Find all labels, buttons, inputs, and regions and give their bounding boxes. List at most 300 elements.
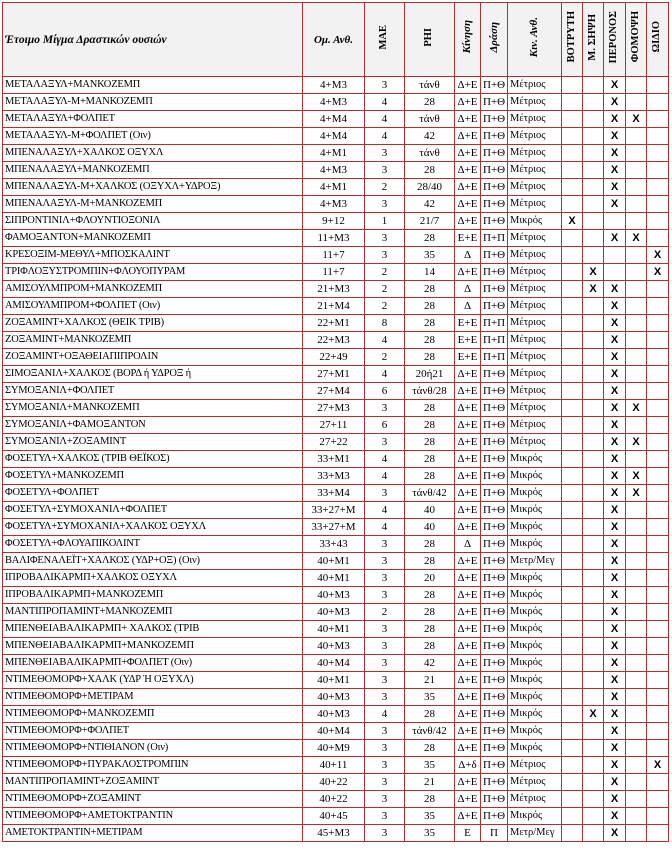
powdery-mildew-mark xyxy=(647,570,669,587)
risk-cell: Μέτριος xyxy=(508,434,562,451)
mixture-cell: ΣΥΜΟΞΑΝΙΛ+ΖΟΞΑΜΙΝΤ xyxy=(3,434,303,451)
action-cell: Π+Θ xyxy=(481,655,508,672)
movement-cell: Δ xyxy=(455,298,481,315)
risk-cell: Μέτριος xyxy=(508,417,562,434)
risk-cell: Μέτριος xyxy=(508,94,562,111)
action-cell: Π+Θ xyxy=(481,621,508,638)
botrytis-mark xyxy=(562,179,583,196)
sour-rot-mark: X xyxy=(583,264,604,281)
downy-mildew-mark: X xyxy=(604,77,626,94)
movement-cell: Δ+Ε xyxy=(455,196,481,213)
phi-cell: 28 xyxy=(405,451,455,468)
botrytis-mark xyxy=(562,332,583,349)
max-applications-cell: 3 xyxy=(365,621,405,638)
phomopsis-mark xyxy=(626,740,647,757)
risk-cell: Μικρός xyxy=(508,213,562,230)
max-applications-cell: 4 xyxy=(365,366,405,383)
sour-rot-mark xyxy=(583,757,604,774)
risk-cell: Μέτριος xyxy=(508,179,562,196)
risk-cell: Μικρός xyxy=(508,468,562,485)
resistance-group-cell: 22+M1 xyxy=(303,315,365,332)
movement-cell: Δ+Ε xyxy=(455,723,481,740)
header-action: Δράση xyxy=(481,3,508,77)
mixture-cell: ΣΙΠΡΟΝΤΙΝΙΛ+ΦΛΟΥΝΤΙΟΞΟΝΙΛ xyxy=(3,213,303,230)
resistance-group-cell: 40+M3 xyxy=(303,706,365,723)
powdery-mildew-mark xyxy=(647,740,669,757)
action-cell: Π+Θ xyxy=(481,689,508,706)
phomopsis-mark: X xyxy=(626,400,647,417)
phomopsis-mark xyxy=(626,587,647,604)
resistance-group-cell: 40+M1 xyxy=(303,621,365,638)
action-cell: Π+Θ xyxy=(481,128,508,145)
movement-cell: Δ+Ε xyxy=(455,434,481,451)
max-applications-cell: 2 xyxy=(365,604,405,621)
resistance-group-cell: 40+M1 xyxy=(303,553,365,570)
phomopsis-mark xyxy=(626,332,647,349)
max-applications-cell: 6 xyxy=(365,417,405,434)
botrytis-mark xyxy=(562,128,583,145)
max-applications-cell: 2 xyxy=(365,264,405,281)
phomopsis-mark xyxy=(626,502,647,519)
phi-cell: 40 xyxy=(405,519,455,536)
header-botrytis: ΒΟΤΡΥΤΗ xyxy=(562,3,583,77)
downy-mildew-mark: X xyxy=(604,723,626,740)
max-applications-cell: 4 xyxy=(365,94,405,111)
action-cell: Π+Θ xyxy=(481,417,508,434)
mixture-cell: ΦΟΣΕΤΥΛ+ΦΟΛΠΕΤ xyxy=(3,485,303,502)
risk-cell: Μέτριος xyxy=(508,332,562,349)
phi-cell: 28 xyxy=(405,587,455,604)
action-cell: Π+Θ xyxy=(481,400,508,417)
downy-mildew-mark: X xyxy=(604,621,626,638)
downy-mildew-mark: X xyxy=(604,519,626,536)
table-row xyxy=(3,264,669,281)
resistance-group-cell: 40+M3 xyxy=(303,638,365,655)
header-phi: PHI xyxy=(405,3,455,77)
botrytis-mark xyxy=(562,196,583,213)
risk-cell: Μικρός xyxy=(508,621,562,638)
max-applications-cell: 3 xyxy=(365,145,405,162)
sour-rot-mark xyxy=(583,621,604,638)
mixture-cell: ΜΕΤΑΛΑΞΥΛ+ΜΑΝΚΟΖΕΜΠ xyxy=(3,77,303,94)
resistance-group-cell: 4+M4 xyxy=(303,128,365,145)
risk-cell: Μέτριος xyxy=(508,383,562,400)
botrytis-mark xyxy=(562,706,583,723)
downy-mildew-mark: X xyxy=(604,808,626,825)
mixture-cell: ΜΠΕΝΑΛΑΞΥΛ+ΧΑΛΚΟΣ ΟΞΥΧΛ xyxy=(3,145,303,162)
botrytis-mark xyxy=(562,519,583,536)
risk-cell: Μικρός xyxy=(508,740,562,757)
resistance-group-cell: 4+M3 xyxy=(303,162,365,179)
mixture-cell: ΜΑΝΤΙΠΡΟΠΑΜΙΝΤ+ΖΟΞΑΜΙΝΤ xyxy=(3,774,303,791)
phomopsis-mark xyxy=(626,417,647,434)
action-cell: Π+Θ xyxy=(481,264,508,281)
mixture-cell: ΝΤΙΜΕΘΟΜΟΡΦ+ΧΑΛΚ (ΥΔΡ Ή ΟΞΥΧΛ) xyxy=(3,672,303,689)
movement-cell: Δ+Ε xyxy=(455,77,481,94)
risk-cell: Μέτριος xyxy=(508,111,562,128)
resistance-group-cell: 33+M1 xyxy=(303,451,365,468)
sour-rot-mark xyxy=(583,196,604,213)
action-cell: Π+Θ xyxy=(481,672,508,689)
sour-rot-mark xyxy=(583,332,604,349)
action-cell: Π+Θ xyxy=(481,383,508,400)
table-row xyxy=(3,417,669,434)
mixture-cell: ΝΤΙΜΕΘΟΜΟΡΦ+ΖΟΞΑΜΙΝΤ xyxy=(3,791,303,808)
sour-rot-mark xyxy=(583,808,604,825)
downy-mildew-mark: X xyxy=(604,332,626,349)
header-powdery-mildew: ΩΙΔΙΟ xyxy=(647,3,669,77)
sour-rot-mark xyxy=(583,740,604,757)
sour-rot-mark xyxy=(583,315,604,332)
table-row xyxy=(3,213,669,230)
risk-cell: Μετρ/Μεγ xyxy=(508,553,562,570)
botrytis-mark xyxy=(562,825,583,842)
resistance-group-cell: 40+45 xyxy=(303,808,365,825)
action-cell: Π+Θ xyxy=(481,111,508,128)
downy-mildew-mark: X xyxy=(604,672,626,689)
mixture-cell: ΖΟΞΑΜΙΝΤ+ΜΑΝΚΟΖΕΜΠ xyxy=(3,332,303,349)
phomopsis-mark xyxy=(626,264,647,281)
sour-rot-mark xyxy=(583,655,604,672)
sour-rot-mark xyxy=(583,451,604,468)
table-row xyxy=(3,196,669,213)
risk-cell: Μικρός xyxy=(508,638,562,655)
powdery-mildew-mark xyxy=(647,451,669,468)
action-cell: Π+Θ xyxy=(481,808,508,825)
movement-cell: Δ xyxy=(455,247,481,264)
botrytis-mark xyxy=(562,111,583,128)
table-row xyxy=(3,315,669,332)
resistance-group-cell: 4+M1 xyxy=(303,179,365,196)
max-applications-cell: 3 xyxy=(365,536,405,553)
powdery-mildew-mark xyxy=(647,162,669,179)
mixture-cell: ΝΤΙΜΕΘΟΜΟΡΦ+ΝΤΙΘΙΑΝΟΝ (Οιν) xyxy=(3,740,303,757)
table-row xyxy=(3,383,669,400)
downy-mildew-mark: X xyxy=(604,774,626,791)
phi-cell: τάνθ xyxy=(405,111,455,128)
risk-cell: Μικρός xyxy=(508,723,562,740)
movement-cell: Δ+Ε xyxy=(455,417,481,434)
phi-cell: 28 xyxy=(405,281,455,298)
sour-rot-mark xyxy=(583,434,604,451)
powdery-mildew-mark xyxy=(647,145,669,162)
phomopsis-mark xyxy=(626,638,647,655)
movement-cell: Δ+Ε xyxy=(455,145,481,162)
header-sour-rot: Μ. ΣΗΨΗ xyxy=(583,3,604,77)
powdery-mildew-mark xyxy=(647,485,669,502)
phi-cell: 42 xyxy=(405,196,455,213)
sour-rot-mark xyxy=(583,162,604,179)
downy-mildew-mark xyxy=(604,264,626,281)
phi-cell: 21 xyxy=(405,672,455,689)
movement-cell: Δ+Ε xyxy=(455,264,481,281)
table-row xyxy=(3,128,669,145)
phomopsis-mark xyxy=(626,604,647,621)
resistance-group-cell: 33+M3 xyxy=(303,468,365,485)
mixture-cell: ΣΙΜΟΞΑΝΙΛ+ΧΑΛΚΟΣ (ΒΟΡΔ ή ΥΔΡΟΞ ή xyxy=(3,366,303,383)
sour-rot-mark xyxy=(583,536,604,553)
movement-cell: Δ+Ε xyxy=(455,519,481,536)
resistance-group-cell: 4+M3 xyxy=(303,77,365,94)
phomopsis-mark xyxy=(626,383,647,400)
max-applications-cell: 2 xyxy=(365,179,405,196)
sour-rot-mark xyxy=(583,570,604,587)
phomopsis-mark xyxy=(626,315,647,332)
mixture-cell: ΖΟΞΑΜΙΝΤ+ΟΞΑΘΕΙΑΠΙΠΡΟΛΙΝ xyxy=(3,349,303,366)
sour-rot-mark xyxy=(583,230,604,247)
header-phomopsis: ΦΟΜΟΨΗ xyxy=(626,3,647,77)
botrytis-mark xyxy=(562,553,583,570)
table-row xyxy=(3,706,669,723)
resistance-group-cell: 4+M3 xyxy=(303,196,365,213)
resistance-group-cell: 40+M3 xyxy=(303,604,365,621)
botrytis-mark xyxy=(562,757,583,774)
table-row xyxy=(3,111,669,128)
powdery-mildew-mark xyxy=(647,723,669,740)
max-applications-cell: 3 xyxy=(365,723,405,740)
powdery-mildew-mark xyxy=(647,298,669,315)
resistance-group-cell: 40+22 xyxy=(303,791,365,808)
botrytis-mark xyxy=(562,621,583,638)
action-cell: Π+Θ xyxy=(481,179,508,196)
table-row xyxy=(3,553,669,570)
action-cell: Π+Θ xyxy=(481,94,508,111)
resistance-group-cell: 45+M3 xyxy=(303,825,365,842)
phomopsis-mark xyxy=(626,196,647,213)
risk-cell: Μικρός xyxy=(508,655,562,672)
table-row xyxy=(3,672,669,689)
action-cell: Π+Θ xyxy=(481,570,508,587)
powdery-mildew-mark xyxy=(647,332,669,349)
header-downy-mildew: ΠΕΡΟΝΟΣ xyxy=(604,3,626,77)
botrytis-mark xyxy=(562,808,583,825)
phomopsis-mark xyxy=(626,94,647,111)
action-cell: Π+Θ xyxy=(481,638,508,655)
max-applications-cell: 4 xyxy=(365,468,405,485)
table-row xyxy=(3,247,669,264)
mixture-cell: ΑΜΕΤΟΚΤΡΑΝΤΙΝ+ΜΕΤΙΡΑΜ xyxy=(3,825,303,842)
powdery-mildew-mark xyxy=(647,553,669,570)
resistance-group-cell: 4+M1 xyxy=(303,145,365,162)
downy-mildew-mark: X xyxy=(604,162,626,179)
resistance-group-cell: 33+27+M xyxy=(303,519,365,536)
table-row xyxy=(3,366,669,383)
phomopsis-mark xyxy=(626,706,647,723)
sour-rot-mark xyxy=(583,111,604,128)
powdery-mildew-mark xyxy=(647,825,669,842)
mixture-cell: ΜΠΕΝΘΕΙΑΒΑΛΙΚΑΡΜΠ+ ΧΑΛΚΟΣ (ΤΡΙΒ xyxy=(3,621,303,638)
powdery-mildew-mark xyxy=(647,468,669,485)
downy-mildew-mark: X xyxy=(604,825,626,842)
action-cell: Π+Θ xyxy=(481,604,508,621)
downy-mildew-mark: X xyxy=(604,604,626,621)
max-applications-cell: 4 xyxy=(365,451,405,468)
phomopsis-mark: X xyxy=(626,230,647,247)
max-applications-cell: 3 xyxy=(365,196,405,213)
downy-mildew-mark: X xyxy=(604,281,626,298)
powdery-mildew-mark xyxy=(647,502,669,519)
action-cell: Π+Θ xyxy=(481,502,508,519)
mixture-cell: ΜΠΕΝΑΛΑΞΥΛ-Μ+ΜΑΝΚΟΖΕΜΠ xyxy=(3,196,303,213)
max-applications-cell: 3 xyxy=(365,689,405,706)
phi-cell: 35 xyxy=(405,808,455,825)
resistance-group-cell: 33+27+M xyxy=(303,502,365,519)
header-movement: Κίνηση xyxy=(455,3,481,77)
mixture-cell: ΦΟΣΕΤΥΛ+ΣΥΜΟΧΑΝΙΛ+ΦΟΛΠΕΤ xyxy=(3,502,303,519)
action-cell: Π xyxy=(481,825,508,842)
mixture-cell: ΣΥΜΟΞΑΝΙΛ+ΦΑΜΟΞΑΝΤΟΝ xyxy=(3,417,303,434)
sour-rot-mark xyxy=(583,468,604,485)
mixture-cell: ΝΤΙΜΕΘΟΜΟΡΦ+ΜΑΝΚΟΖΕΜΠ xyxy=(3,706,303,723)
phomopsis-mark xyxy=(626,791,647,808)
downy-mildew-mark: X xyxy=(604,434,626,451)
resistance-group-cell: 40+11 xyxy=(303,757,365,774)
phi-cell: 28 xyxy=(405,706,455,723)
downy-mildew-mark: X xyxy=(604,366,626,383)
sour-rot-mark xyxy=(583,723,604,740)
sour-rot-mark xyxy=(583,638,604,655)
action-cell: Π+Θ xyxy=(481,366,508,383)
header-risk: Κιν. Ανθ. xyxy=(508,3,562,77)
powdery-mildew-mark xyxy=(647,366,669,383)
risk-cell: Μέτριος xyxy=(508,366,562,383)
sour-rot-mark xyxy=(583,519,604,536)
table-row xyxy=(3,77,669,94)
action-cell: Π+Π xyxy=(481,315,508,332)
table-row xyxy=(3,298,669,315)
downy-mildew-mark: X xyxy=(604,553,626,570)
resistance-group-cell: 4+M4 xyxy=(303,111,365,128)
phi-cell: 21/7 xyxy=(405,213,455,230)
movement-cell: Δ+Ε xyxy=(455,553,481,570)
mixture-cell: ΜΕΤΑΛΑΞΥΛ-Μ+ΦΟΛΠΕΤ (Οιν) xyxy=(3,128,303,145)
powdery-mildew-mark xyxy=(647,706,669,723)
risk-cell: Μέτριος xyxy=(508,349,562,366)
powdery-mildew-mark xyxy=(647,672,669,689)
movement-cell: Δ+Ε xyxy=(455,400,481,417)
sour-rot-mark xyxy=(583,672,604,689)
resistance-group-cell: 40+22 xyxy=(303,774,365,791)
mixture-cell: ΝΤΙΜΕΘΟΜΟΡΦ+ΜΕΤΙΡΑΜ xyxy=(3,689,303,706)
botrytis-mark xyxy=(562,230,583,247)
powdery-mildew-mark xyxy=(647,77,669,94)
risk-cell: Μικρός xyxy=(508,672,562,689)
resistance-group-cell: 11+M3 xyxy=(303,230,365,247)
max-applications-cell: 3 xyxy=(365,247,405,264)
downy-mildew-mark: X xyxy=(604,400,626,417)
risk-cell: Μέτριος xyxy=(508,77,562,94)
sour-rot-mark xyxy=(583,417,604,434)
phomopsis-mark xyxy=(626,145,647,162)
powdery-mildew-mark xyxy=(647,349,669,366)
sour-rot-mark xyxy=(583,145,604,162)
risk-cell: Μικρός xyxy=(508,570,562,587)
phomopsis-mark xyxy=(626,774,647,791)
resistance-group-cell: 27+11 xyxy=(303,417,365,434)
risk-cell: Μικρός xyxy=(508,689,562,706)
phi-cell: 28 xyxy=(405,298,455,315)
table-row xyxy=(3,434,669,451)
phomopsis-mark xyxy=(626,213,647,230)
risk-cell: Μικρός xyxy=(508,451,562,468)
action-cell: Π+Θ xyxy=(481,757,508,774)
header-resistance-group: Ομ. Ανθ. xyxy=(303,3,365,77)
table-row xyxy=(3,94,669,111)
phi-cell: 42 xyxy=(405,655,455,672)
action-cell: Π+Θ xyxy=(481,145,508,162)
phi-cell: 28 xyxy=(405,230,455,247)
movement-cell: Δ+Ε xyxy=(455,162,481,179)
action-cell: Π+Π xyxy=(481,332,508,349)
max-applications-cell: 3 xyxy=(365,485,405,502)
mixture-cell: ΦΟΣΕΤΥΛ+ΧΑΛΚΟΣ (ΤΡΙΒ ΘΕΪΚΟΣ) xyxy=(3,451,303,468)
action-cell: Π+Θ xyxy=(481,706,508,723)
phi-cell: 14 xyxy=(405,264,455,281)
botrytis-mark xyxy=(562,281,583,298)
resistance-group-cell: 9+12 xyxy=(303,213,365,230)
downy-mildew-mark: X xyxy=(604,468,626,485)
downy-mildew-mark: X xyxy=(604,94,626,111)
max-applications-cell: 4 xyxy=(365,519,405,536)
phi-cell: 35 xyxy=(405,825,455,842)
phi-cell: 28 xyxy=(405,553,455,570)
risk-cell: Μέτριος xyxy=(508,196,562,213)
mixture-cell: ΣΥΜΟΞΑΝΙΛ+ΜΑΝΚΟΖΕΜΠ xyxy=(3,400,303,417)
movement-cell: Δ+Ε xyxy=(455,485,481,502)
risk-cell: Μέτριος xyxy=(508,281,562,298)
table-row xyxy=(3,757,669,774)
table-row xyxy=(3,638,669,655)
phi-cell: 21 xyxy=(405,774,455,791)
powdery-mildew-mark xyxy=(647,94,669,111)
table-row xyxy=(3,536,669,553)
resistance-group-cell: 40+M9 xyxy=(303,740,365,757)
phi-cell: 28 xyxy=(405,536,455,553)
max-applications-cell: 6 xyxy=(365,383,405,400)
resistance-group-cell: 11+7 xyxy=(303,247,365,264)
powdery-mildew-mark xyxy=(647,281,669,298)
table-row xyxy=(3,485,669,502)
downy-mildew-mark: X xyxy=(604,383,626,400)
sour-rot-mark xyxy=(583,400,604,417)
movement-cell: Δ+Ε xyxy=(455,213,481,230)
max-applications-cell: 2 xyxy=(365,298,405,315)
header-mixture: Έτοιμο Μίγμα Δραστικών ουσιών xyxy=(3,3,303,77)
phi-cell: 28 xyxy=(405,468,455,485)
sour-rot-mark xyxy=(583,383,604,400)
phomopsis-mark: X xyxy=(626,434,647,451)
max-applications-cell: 3 xyxy=(365,655,405,672)
powdery-mildew-mark xyxy=(647,128,669,145)
phi-cell: 42 xyxy=(405,128,455,145)
risk-cell: Μετρ/Μεγ xyxy=(508,825,562,842)
botrytis-mark: X xyxy=(562,213,583,230)
max-applications-cell: 3 xyxy=(365,553,405,570)
botrytis-mark xyxy=(562,145,583,162)
sour-rot-mark xyxy=(583,349,604,366)
movement-cell: Ε+Ε xyxy=(455,332,481,349)
powdery-mildew-mark xyxy=(647,400,669,417)
resistance-group-cell: 27+M3 xyxy=(303,400,365,417)
phi-cell: τάνθ/28 xyxy=(405,383,455,400)
max-applications-cell: 3 xyxy=(365,400,405,417)
risk-cell: Μέτριος xyxy=(508,791,562,808)
mixture-cell: ΜΠΕΝΘΕΙΑΒΑΛΙΚΑΡΜΠ+ΦΟΛΠΕΤ (Οιν) xyxy=(3,655,303,672)
botrytis-mark xyxy=(562,264,583,281)
mixture-cell: ΜΕΤΑΛΑΞΥΛ-Μ+ΜΑΝΚΟΖΕΜΠ xyxy=(3,94,303,111)
powdery-mildew-mark: X xyxy=(647,757,669,774)
table-body xyxy=(3,77,669,842)
